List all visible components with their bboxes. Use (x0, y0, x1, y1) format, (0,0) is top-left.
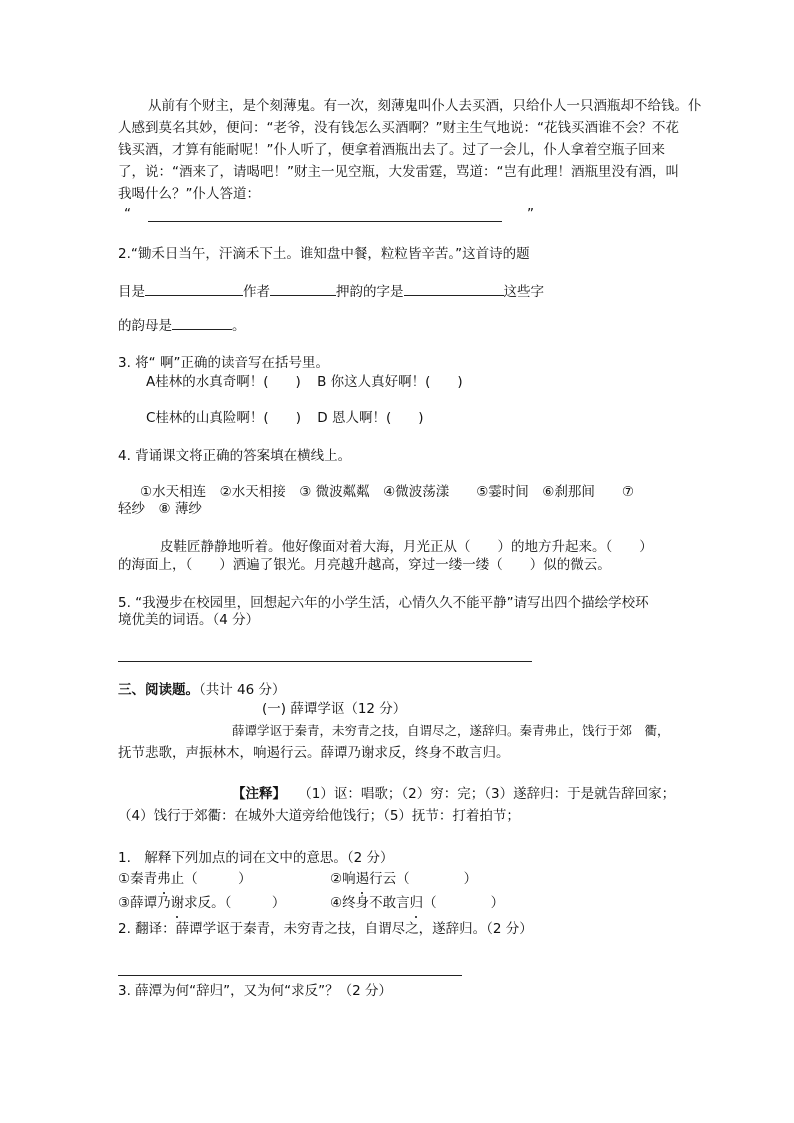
q3-stem: 3. 将“ 啊”正确的读音写在括号里。 (118, 355, 329, 371)
r1-c-post: 求反。（ ） (184, 895, 286, 911)
notes-text-1: （1）讴：唱歌；（2）穷：完；（3）遂辞归：于是就告辞回家； (298, 786, 676, 802)
q2-label-vowel: 的韵母是 (118, 318, 172, 334)
r1-c-pre: ③薛谭乃 (118, 895, 171, 911)
story-line-3: 钱买酒，才算有能耐呢！”仆人听了，便拿着酒瓶出去了。过了一会儿，仆人拿着空瓶子回来 (118, 142, 665, 158)
r1-d-dotted-char: 归 (410, 892, 424, 914)
r1-c-dotted-char: 谢 (171, 892, 185, 914)
r1-d-pre: ④终身不敢言 (330, 895, 410, 911)
r2-answer-line[interactable] (118, 975, 462, 976)
q2-vowel-blank[interactable] (172, 315, 232, 330)
open-quote: “ (124, 206, 131, 222)
q3-item-a[interactable]: A桂林的水真奇啊！( ) (146, 374, 301, 390)
story-answer-line[interactable] (148, 221, 502, 222)
q2-label-these: 这些字 (503, 284, 544, 300)
q3-item-d[interactable]: D 恩人啊！( ) (317, 410, 424, 426)
q2-label-author: 作者 (243, 284, 270, 300)
q2-line-1: 2.“锄禾日当午，汗滴禾下土。谁知盘中餐，粒粒皆辛苦。”这首诗的题 (118, 246, 530, 262)
notes-line-2: （4）饯行于郊衢：在城外大道旁给他饯行；（5）抚节：打着拍节； (118, 808, 520, 824)
q5-answer-line[interactable] (118, 661, 532, 662)
story-line-5: 我喝什么？”仆人答道： (118, 186, 260, 202)
r1-stem: 1. 解释下列加点的词在文中的意思。（2 分） (118, 850, 394, 866)
q2-author-blank[interactable] (270, 281, 336, 296)
q2-label-rhyme: 押韵的字是 (336, 284, 404, 300)
r1-b-dotted-char: 遏 (356, 868, 370, 890)
q2-title-blank[interactable] (145, 281, 243, 296)
r1-b-pre: ②响 (330, 871, 356, 887)
notes-line-1 (232, 783, 675, 805)
q4-options-2: 轻纱 ⑧ 薄纱 (118, 501, 202, 517)
r1-item-a[interactable] (118, 868, 252, 890)
q3-row-2 (146, 407, 424, 429)
r1-d-post: （ ） (423, 895, 505, 911)
q5-line-1: 5. “我漫步在校园里，回想起六年的小学生活，心情久久不能平静”请写出四个描绘学校环 (118, 595, 649, 611)
q4-stem: 4. 背诵课文将正确的答案填在横线上。 (118, 448, 352, 464)
q2-period: 。 (232, 318, 246, 334)
section-3-points: （共计 46 分） (199, 682, 286, 698)
q2-rhyme-blank[interactable] (404, 281, 504, 296)
q3-item-b[interactable]: B 你这人真好啊！( ) (317, 374, 463, 390)
q4-para-2: 的海面上，（ ）洒遍了银光。月亮越升越高，穿过一缕一缕（ ）似的微云。 (118, 557, 611, 573)
q4-para-1: 皮鞋匠静静地听着。他好像面对着大海，月光正从（ ）的地方升起来。（ ） (160, 539, 653, 555)
q3-item-c[interactable]: C桂林的山真险啊！( ) (146, 410, 301, 426)
notes-label: 【注释】 (232, 786, 286, 802)
story-line-2: 人感到莫名其妙，便问：“老爷，没有钱怎么买酒啊？”财主生气地说：“花钱买酒谁不会？不花 (118, 120, 679, 136)
q5-line-2: 境优美的词语。（4 分） (118, 612, 260, 628)
close-quote: ” (527, 206, 534, 222)
r1-item-b[interactable] (330, 868, 477, 890)
q3-row-1 (146, 371, 463, 393)
r1-item-d[interactable] (330, 892, 504, 914)
r2-stem: 2. 翻译：薛谭学讴于秦青，未穷青之技，自谓尽之，遂辞归。（2 分） (118, 921, 533, 937)
story-line-4: 了，说：“酒来了，请喝吧！”财主一见空瓶，大发雷霆，骂道：“岂有此理！酒瓶里没有酒，叫 (118, 164, 679, 180)
r1-a-post: 止（ ） (170, 871, 252, 887)
r1-a-dotted-char: 弗 (157, 868, 171, 890)
q2-line-3 (118, 315, 246, 337)
q2-line-2 (118, 281, 544, 303)
r1-a-pre: ①秦青 (118, 871, 158, 887)
section-3-title: 三、阅读题。 (118, 682, 199, 698)
r3-stem: 3. 薛潭为何“辞归”，又为何“求反”？（2 分） (118, 983, 393, 999)
r1-item-c[interactable] (118, 892, 285, 914)
passage-subtitle: (一) 薛谭学讴（12 分） (262, 701, 407, 717)
q2-label-title: 目是 (118, 284, 145, 300)
story-line-1: 从前有个财主，是个刻薄鬼。有一次，刻薄鬼叫仆人去买酒，只给仆人一只酒瓶却不给钱。仆 (148, 98, 702, 114)
r1-b-post: 行云（ ） (369, 871, 478, 887)
q4-options-1: ①水天相连 ②水天相接 ③ 微波粼粼 ④微波荡漾 ⑤霎时间 ⑥刹那间 ⑦ (140, 484, 635, 500)
passage-text-2: 抚节悲歌，声振林木，响遏行云。薛谭乃谢求反，终身不敢言归。 (118, 745, 510, 761)
section-3-heading (118, 679, 286, 701)
passage-text-1: 薛谭学讴于秦青，未穷青之技，自谓尽之，遂辞归。秦青弗止，饯行于郊 衢， (232, 723, 670, 738)
